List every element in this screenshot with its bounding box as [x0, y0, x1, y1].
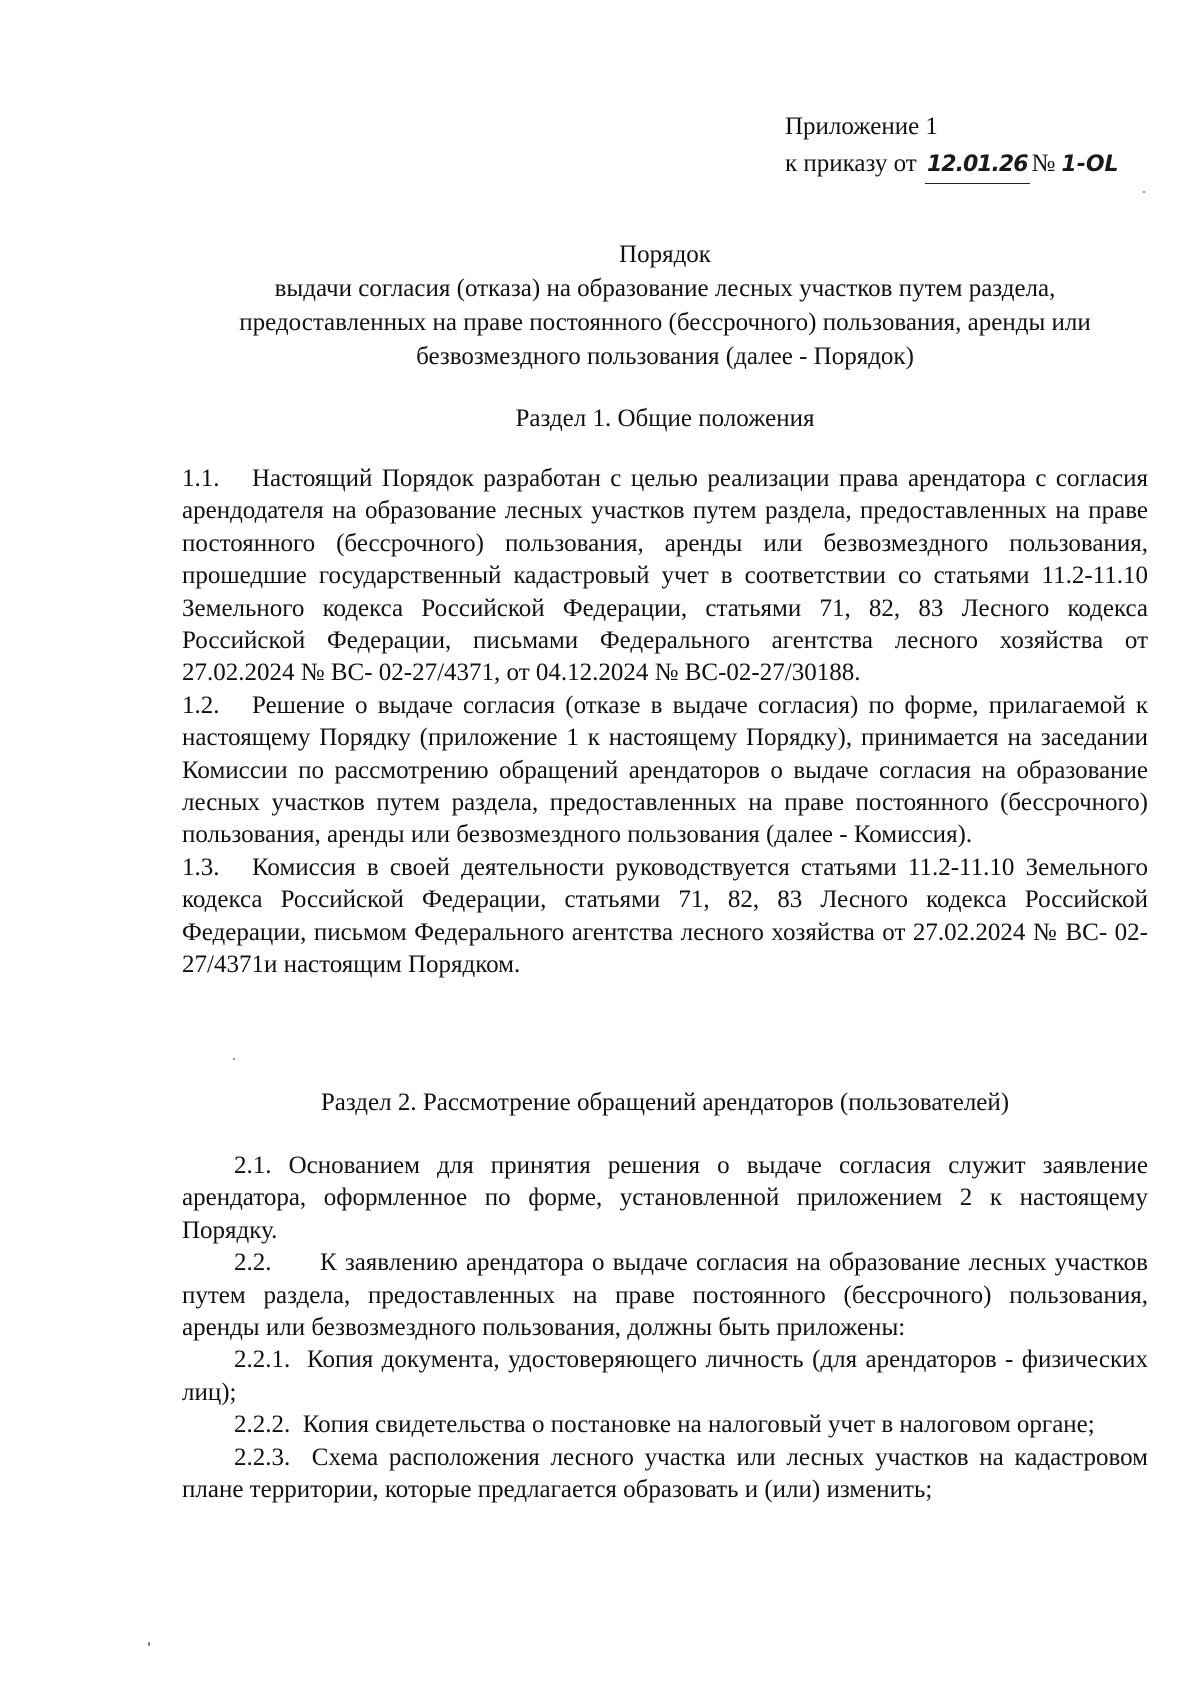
paragraph-number: 1.1.	[182, 465, 220, 492]
handwritten-date: 12.01.26	[925, 146, 1030, 184]
paragraph-text: К заявлению арендатора о выдаче согласия на образование лесных участков путем раздела, предоставленных на праве постоянного (бессрочного) пользования, аренды или безвозмездного пользования, должны быть приложены:	[182, 1249, 1148, 1342]
section-2-body	[182, 1150, 1148, 1506]
paragraph-number: 1.2.	[182, 691, 220, 719]
paragraph-1-3	[182, 852, 1148, 982]
paragraph-number: 2.2.1.	[234, 1346, 291, 1374]
paragraph-2-2	[182, 1247, 1148, 1344]
number-sign: №	[1031, 150, 1056, 177]
paragraph-text: Основанием для принятия решения о выдаче согласия служит заявление арендатора, оформленное по форме, установленной приложением 2 к настоящему Порядку.	[182, 1152, 1148, 1244]
section-1-body	[182, 463, 1148, 982]
paragraph-text: Решение о выдаче согласия (отказе в выдаче согласия) по форме, прилагаемой к настоящему Порядку (приложение 1 к настоящему Порядку), принимается на заседании Комиссии по рассмотрению обращений арендаторов о выдаче согласия на образование лесных участков путем раздела, предоставленных на праве постоянного (бессрочного) пользования, аренды или безвозмездного пользования (далее - Комиссия).	[182, 691, 1148, 849]
paragraph-2-2-3	[182, 1442, 1148, 1507]
order-reference-prefix: к приказу от	[785, 150, 917, 177]
paragraph-2-2-2	[182, 1409, 1148, 1441]
section-2-heading: Раздел 2. Рассмотрение обращений арендаторов (пользователей)	[320, 1089, 1010, 1116]
scan-speck	[233, 1058, 235, 1060]
paragraph-2-1	[182, 1150, 1148, 1247]
appendix-label: Приложение 1	[785, 113, 938, 140]
title-line-3: предоставленных на праве постоянного (бессрочного) пользования, аренды или	[239, 309, 1091, 336]
paragraph-1-1	[182, 463, 1148, 690]
paragraph-number: 1.3.	[182, 853, 220, 881]
paragraph-number: 2.2.	[234, 1249, 272, 1277]
document-title	[170, 238, 1160, 374]
title-line-2: выдачи согласия (отказа) на образование лесных участков путем раздела,	[274, 275, 1056, 302]
handwritten-order-number: 1-ОL	[1061, 152, 1119, 177]
paragraph-text: Комиссия в своей деятельности руководствуется статьями 11.2-11.10 Земельного кодекса Российской Федерации, статьями 71, 82, 83 Лесного кодекса Российской Федерации, письмом Федерального агентства лесного хозяйства от 27.02.2024 № ВС- 02-27/4371и настоящим Порядком.	[182, 853, 1148, 979]
paragraph-text: Схема расположения лесного участка или лесных участков на кадастровом плане территории, которые предлагается образовать и (или) изменить;	[182, 1443, 1148, 1504]
scan-speck	[1143, 191, 1145, 193]
paragraph-number: 2.2.2.	[234, 1411, 291, 1439]
paragraph-text: Копия свидетельства о постановке на налоговый учет в налоговом органе;	[302, 1411, 1095, 1439]
paragraph-number: 2.2.3.	[234, 1443, 291, 1471]
paragraph-1-2	[182, 690, 1148, 852]
appendix-header	[785, 108, 1121, 184]
paragraph-2-2-1	[182, 1344, 1148, 1409]
scan-speck	[148, 1642, 150, 1646]
paragraph-text: Копия документа, удостоверяющего личность (для арендаторов - физических лиц);	[182, 1346, 1148, 1406]
section-1-heading: Раздел 1. Общие положения	[515, 405, 815, 432]
order-reference	[785, 145, 1121, 184]
title-line-1: Порядок	[619, 241, 711, 268]
paragraph-number: 2.1.	[234, 1152, 272, 1179]
paragraph-text: Настоящий Порядок разработан с целью реализации права арендатора с согласия арендодателя на образование лесных участков путем раздела, предоставленных на праве постоянного (бессрочного) пользования, аренды или безвозмездного пользования, прошедшие государственный кадастровый учет в соответствии со статьями 11.2-11.10 Земельного кодекса Российской Федерации, статьями 71, 82, 83 Лесного кодекса Российской Федерации, письмами Федерального агентства лесного хозяйства от 27.02.2024 № ВС- 02-27/4371, от 04.12.2024 № ВС-02-27/30188.	[182, 465, 1148, 687]
title-line-4: безвозмездного пользования (далее - Порядок)	[416, 343, 914, 370]
